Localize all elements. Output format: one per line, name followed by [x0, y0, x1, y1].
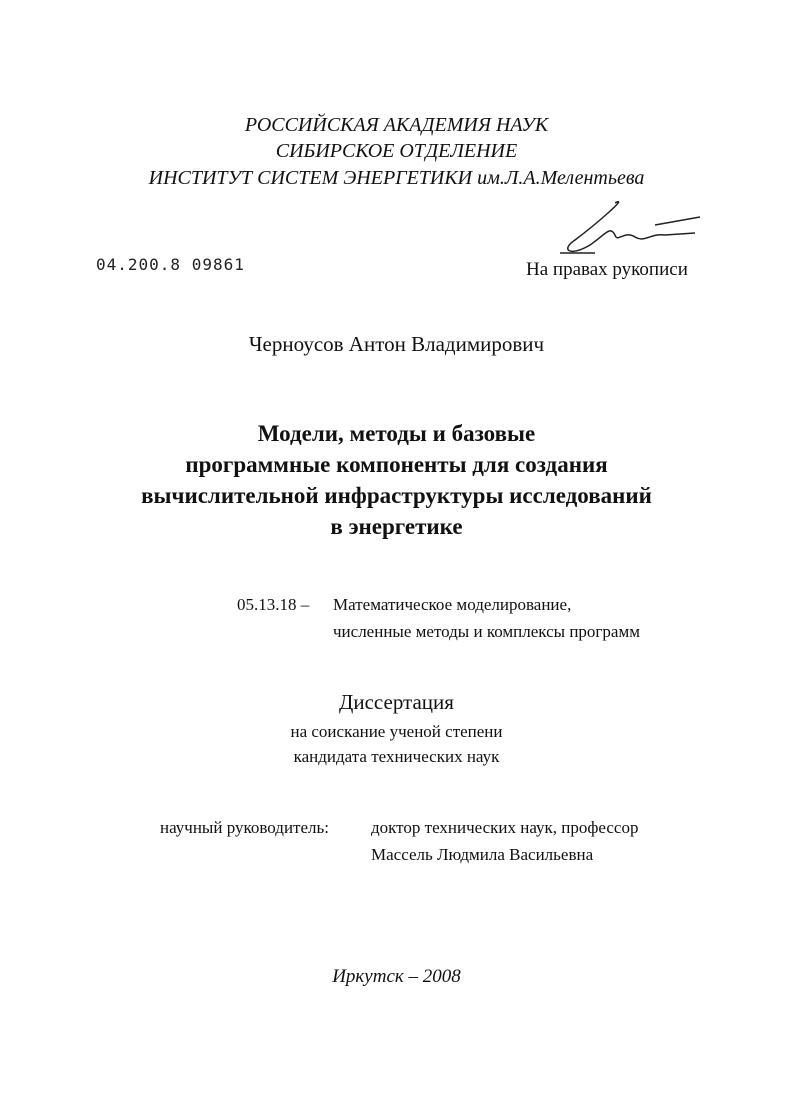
- title-line-4: в энергетике: [330, 514, 463, 539]
- specialty-line-2: численные методы и комплексы программ: [333, 622, 640, 641]
- specialty-code: 05.13.18 –: [237, 595, 310, 614]
- dissertation-line-2: кандидата технических наук: [293, 747, 500, 766]
- author-name: Черноусов Антон Владимирович: [248, 332, 545, 356]
- title-line-2: программные компоненты для создания: [185, 452, 608, 477]
- advisor-degree: доктор технических наук, профессор: [371, 818, 639, 837]
- header-line-2: СИБИРСКОЕ ОТДЕЛЕНИЕ: [275, 140, 518, 162]
- header-line-1: РОССИЙСКАЯ АКАДЕМИЯ НАУК: [244, 114, 549, 136]
- title-line-1: Модели, методы и базовые: [257, 421, 536, 446]
- title-line-3: вычислительной инфраструктуры исследований: [141, 483, 652, 508]
- city-year: Иркутск – 2008: [332, 966, 461, 987]
- registry-code: 04.200.8 09861: [96, 255, 245, 274]
- manuscript-note: На правах рукописи: [526, 259, 688, 280]
- dissertation-heading: Диссертация: [339, 690, 454, 714]
- dissertation-line-1: на соискание ученой степени: [290, 722, 503, 741]
- advisor-name: Массель Людмила Васильевна: [371, 845, 594, 864]
- header-line-3: ИНСТИТУТ СИСТЕМ ЭНЕРГЕТИКИ им.Л.А.Мелентьева: [148, 167, 645, 189]
- advisor-label: научный руководитель:: [160, 818, 329, 837]
- signature: [555, 195, 705, 260]
- specialty-line-1: Математическое моделирование,: [333, 595, 572, 614]
